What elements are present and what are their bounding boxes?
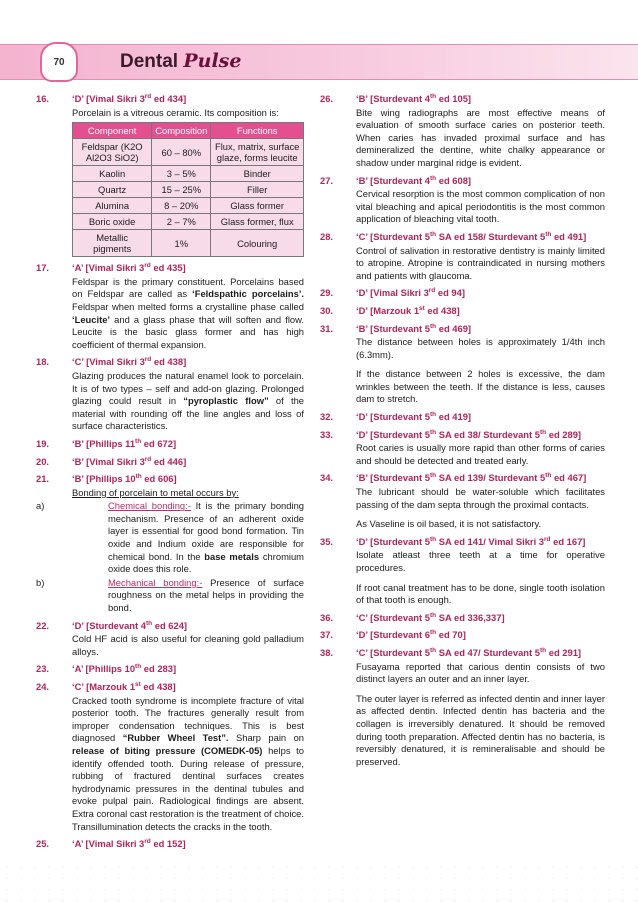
footer-dot-pattern: [0, 862, 638, 902]
question-16: 16. ‘D’ [Vimal Sikri 3rd ed 434] Porcelain is a vitreous ceramic. Its composition is: Component Composition Functions Feldspar (K2O Al2O3 SiO2) 60 – 80% Flux, matrix, surface glaze, forms leucite Kaolin 3 – 5% Binder Quartz 15 – 25% Filler Alumina 8 – 20% Glass former Boric oxide 2 – 7% Glass former, flux Metallic pigments 1% Colouring: [36, 93, 304, 257]
answer-ref: ‘C’ [Sturdevant 5th SA ed 47/ Sturdevant 5th ed 291]: [356, 646, 582, 658]
page-number: 70: [53, 56, 65, 68]
answer-ref: ‘A’ [Vimal Sikri 3rd ed 435]: [72, 262, 186, 274]
table-row: Alumina 8 – 20% Glass former: [73, 198, 304, 214]
table-row: Kaolin 3 – 5% Binder: [73, 166, 304, 182]
question-38: 38. ‘C’ [Sturdevant 5th SA ed 47/ Sturdevant 5th ed 291] Fusayama reported that carious dentin consists of two distinct layers an outer and an inner layer. The outer layer is referred as infected dentin and inner layer as affected dentin. Infected dentin has bacteria and the collagen is irreversibly denatured. It should be removed during tooth preparation. Affected dentin has no bacteria, is reversibly denatured, it is remineralisable and should be preserved.: [320, 646, 605, 767]
answer-ref: ‘B’ [Vimal Sikri 3rd ed 446]: [72, 455, 187, 467]
porcelain-composition-table: Component Composition Functions Feldspar (K2O Al2O3 SiO2) 60 – 80% Flux, matrix, surface glaze, forms leucite Kaolin 3 – 5% Binder Quartz 15 – 25% Filler Alumina 8 – 20% Glass former Boric oxide 2 – 7% Glass former, flux Metallic pigments 1% Colouring: [72, 122, 304, 257]
table-row: Feldspar (K2O Al2O3 SiO2) 60 – 80% Flux, matrix, surface glaze, forms leucite: [73, 139, 304, 166]
question-26: 26. ‘B’ [Sturdevant 4th ed 105] Bite wing radiographs are most effective means of evaluation of smooth surface caries on posterior teeth. When caries has invaded proximal surface and has demineralized the dentine, white chalky appearance or shadow under marginal ridge is evident.: [320, 92, 605, 168]
answer-ref: ‘B’ [Sturdevant 4th ed 105]: [356, 92, 472, 104]
answer-ref: ‘B’ [Sturdevant 5th SA ed 139/ Sturdevant 5th ed 467]: [356, 472, 587, 484]
header-banner: [0, 44, 638, 80]
question-31: 31. ‘B’ [Sturdevant 5th ed 469] The distance between holes is approximately 1/4th inch (6.3mm). If the distance between 2 holes is excessive, the dam wrinkles between the teeth. If the distance is less, causes dam to stretch.: [320, 322, 605, 405]
question-29: 29. ‘D’ [Vimal Sikri 3rd ed 94]: [320, 287, 605, 300]
answer-ref: ‘B’ [Sturdevant 5th ed 469]: [356, 322, 472, 334]
answer-ref: ‘D’ [Sturdevant 6th ed 70]: [356, 629, 466, 641]
question-17: 17. ‘A’ [Vimal Sikri 3rd ed 435] Feldspar is the primary constituent. Porcelains based on Feldspar are called as ‘Feldspathic porcelains’. Feldspar when melted forms a crystalline phase called ‘Leucite’ and a glass phase that will soften and flow. Leucite is the basic glass former and has high coefficient of thermal expansion.: [36, 262, 304, 350]
question-18: 18. ‘C’ [Vimal Sikri 3rd ed 438] Glazing produces the natural enamel look to porcelain. It is of two types – self and add-on glazing. Prolonged glazing could result in “pyroplastic flow” of the material with rounding off the line angles and loss of surface characteristics.: [36, 356, 304, 432]
question-33: 33. ‘D’ [Sturdevant 5th SA ed 38/ Sturdevant 5th ed 289] Root caries is usually more rapid than other forms of caries and should be detected and treated early.: [320, 428, 605, 466]
answer-ref: ‘B’ [Phillips 10th ed 606]: [72, 472, 177, 485]
answer-ref: ‘B’ [Phillips 11th ed 672]: [72, 437, 177, 449]
question-35: 35. ‘D’ [Sturdevant 5th SA ed 141/ Vimal Sikri 3rd ed 167] Isolate atleast three teeth at a time for operative procedures. If root canal treatment has to be done, single tooth isolation of that tooth is enough.: [320, 535, 605, 606]
question-21: 21. ‘B’ [Phillips 10th ed 606] Bonding of porcelain to metal occurs by: a) Chemical bonding:- It is the primary bonding mechanism. Presence of an adherent oxide layer is essential for good bond formation. Tin oxide and Indium oxide are responsible for chemical bond. In the base metals chromium oxide does this role. b) Mechanical bonding:- Presence of surface roughness on the metal helps in providing the bond.: [36, 472, 304, 614]
question-19: 19. ‘B’ [Phillips 11th ed 672]: [36, 438, 304, 451]
left-column: [36, 93, 304, 856]
answer-ref: ‘D’ [Sturdevant 5th SA ed 141/ Vimal Sikri 3rd ed 167]: [356, 535, 586, 547]
table-row: Boric oxide 2 – 7% Glass former, flux: [73, 214, 304, 230]
right-column: [320, 93, 605, 773]
question-25: 25. ‘A’ [Vimal Sikri 3rd ed 152]: [36, 838, 304, 851]
answer-ref: ‘A’ [Phillips 10th ed 283]: [72, 663, 177, 675]
question-20: 20. ‘B’ [Vimal Sikri 3rd ed 446]: [36, 456, 304, 469]
answer-ref: ‘C’ [Marzouk 1st ed 438]: [72, 680, 176, 692]
answer-ref: ‘D’ [Sturdevant 4th ed 624]: [72, 619, 188, 631]
answer-ref: ‘C’ [Sturdevant 5th SA ed 336,337]: [356, 611, 505, 623]
question-37: 37. ‘D’ [Sturdevant 6th ed 70]: [320, 629, 605, 642]
answer-ref: ‘D’ [Sturdevant 5th ed 419]: [356, 410, 472, 423]
table-row: Quartz 15 – 25% Filler: [73, 182, 304, 198]
table-row: Metallic pigments 1% Colouring: [73, 230, 304, 257]
answer-ref: ‘D’ [Vimal Sikri 3rd ed 94]: [356, 287, 465, 299]
question-23: 23. ‘A’ [Phillips 10th ed 283]: [36, 663, 304, 676]
question-34: 34. ‘B’ [Sturdevant 5th SA ed 139/ Sturdevant 5th ed 467] The lubricant should be water-soluble which facilitates passing of the dam septa through the proximal contacts. As Vaseline is oil based, it is not satisfactory.: [320, 472, 605, 530]
answer-ref: ‘A’ [Vimal Sikri 3rd ed 152]: [72, 838, 186, 850]
answer-ref: ‘C’ [Sturdevant 5th SA ed 158/ Sturdevant 5th ed 491]: [356, 230, 587, 242]
question-36: 36. ‘C’ [Sturdevant 5th SA ed 336,337]: [320, 612, 605, 625]
question-24: 24. ‘C’ [Marzouk 1st ed 438] Cracked tooth syndrome is incomplete fracture of vital posterior tooth. The fractures generally result from improper condensation techniques. This is best diagnosed “Rubber Wheel Test”. Sharp pain on release of biting pressure (COMEDK-05) helps to identify offended tooth. During release of pressure, rubbing of fractured dentinal surfaces creates hydrodynamic pressures in the dentinal tubules and evoke pulpal pain. Radiological findings are absent. Extra coronal cast restoration is the treatment of choice. Transillumination detects the cracks in the tooth.: [36, 680, 304, 832]
answer-ref: ‘B’ [Sturdevant 4th ed 608]: [356, 174, 472, 186]
brand-logo: Dental Pulse: [120, 50, 242, 72]
answer-ref: ‘D’ [Vimal Sikri 3rd ed 434]: [72, 92, 187, 104]
tooth-icon: [40, 42, 78, 82]
question-27: 27. ‘B’ [Sturdevant 4th ed 608] Cervical resorption is the most common complication of non vital bleaching and apical periodontitis is the most common application of bleaching vital tooth.: [320, 174, 605, 225]
question-30: 30. ‘D’ [Marzouk 1st ed 438]: [320, 305, 605, 318]
answer-ref: ‘C’ [Vimal Sikri 3rd ed 438]: [72, 356, 187, 368]
answer-ref: ‘D’ [Marzouk 1st ed 438]: [356, 304, 460, 316]
question-22: 22. ‘D’ [Sturdevant 4th ed 624] Cold HF acid is also useful for cleaning gold palladium alloys.: [36, 619, 304, 657]
question-28: 28. ‘C’ [Sturdevant 5th SA ed 158/ Sturdevant 5th ed 491] Control of salivation in restorative dentistry is mainly limited to atropine. Atropine is contraindicated in nursing mothers and patients with glaucoma.: [320, 230, 605, 281]
question-32: 32. ‘D’ [Sturdevant 5th ed 419]: [320, 411, 605, 424]
answer-ref: ‘D’ [Sturdevant 5th SA ed 38/ Sturdevant 5th ed 289]: [356, 428, 582, 440]
